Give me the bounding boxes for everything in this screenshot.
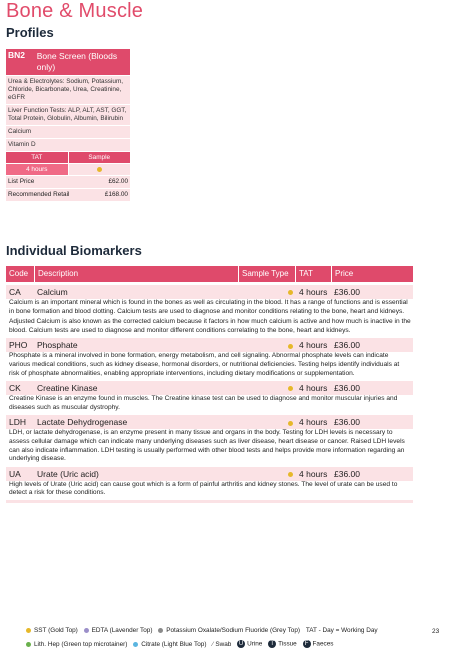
biomarker-entry	[6, 338, 413, 378]
col-code: Code	[9, 269, 29, 278]
urine-icon: U	[238, 641, 244, 647]
page-title: Bone & Muscle	[6, 0, 144, 22]
legend-item	[26, 641, 127, 648]
sst-dot-icon	[288, 421, 293, 426]
table-header	[6, 266, 413, 282]
description-paragraph: Adjusted Calcium is also known as the corrected calcium because it factors in how much calcium is active and how much is inactive in the blood. Calcium tests are used to diagnose and monitor different conditions correlating to the bone, heart and kidneys.	[9, 318, 411, 334]
description-paragraph: LDH, or lactate dehydrogenase, is an enzyme present in many tissue and organs in the body. Testing for LDH levels is necessary to assess cellular damage which can indicate many underlying diseases such as liver disease, heart disease or cancer. Raised LDH levels can also indicate inflammation. LDH testing is usually performed with other blood tests and helps provide more information regarding an underlying disease.	[9, 429, 405, 463]
col-sample-type: Sample Type	[238, 266, 295, 282]
legend-item	[303, 640, 334, 648]
biomarker-price: £36.00	[334, 287, 360, 297]
description-paragraph: Calcium is an important mineral which is found in the bones as well as circulating in the blood. It has a range of functions and is essential in bone formation and blood clotting. Calcium tests are used to diagnose and monitor conditions relating to the bone, heart and kidneys.	[9, 299, 408, 315]
legend-label: Urine	[247, 640, 263, 648]
biomarker-entry	[6, 285, 413, 335]
legend-label: Potassium Oxalate/Sodium Fluoride (Grey Top)	[166, 627, 301, 634]
table-row	[6, 381, 413, 395]
edta-dot-icon	[84, 628, 89, 633]
sample-type	[237, 338, 296, 352]
profile-group: Vitamin D	[6, 138, 130, 151]
biomarker-code: CA	[9, 287, 21, 297]
biomarker-entry	[6, 467, 413, 498]
sample-value	[68, 164, 131, 175]
sample-type	[237, 467, 296, 481]
legend-item	[133, 641, 206, 648]
biomarker-description	[6, 299, 413, 335]
retail-price-row	[6, 188, 130, 201]
biomarker-price: £36.00	[334, 417, 360, 428]
faeces-icon: F	[303, 640, 311, 648]
sst-dot-icon	[288, 290, 293, 295]
biomarker-code: UA	[9, 468, 21, 479]
legend-item	[158, 627, 300, 634]
profile-group: Liver Function Tests: ALP, ALT, AST, GGT, Total Protein, Globulin, Albumin, Bilirubin	[6, 104, 130, 125]
biomarker-name: Phosphate	[37, 340, 78, 351]
biomarker-entry	[6, 381, 413, 412]
table-row	[6, 467, 413, 481]
biomarker-name: Urate (Uric acid)	[37, 468, 99, 479]
legend-line-1	[26, 627, 382, 634]
legend-label: Swab	[215, 640, 232, 648]
tat-value-row	[6, 163, 130, 175]
biomarker-name: Lactate Dehydrogenase	[37, 417, 128, 428]
tissue-icon: T	[268, 640, 276, 648]
profile-code: BN2	[8, 50, 26, 60]
profile-card-header	[6, 49, 130, 75]
list-price-value: £62.00	[108, 178, 128, 185]
profile-name: Bone Screen (Bloods only)	[36, 51, 118, 72]
sst-dot-icon	[288, 472, 293, 477]
sst-dot-icon	[97, 167, 102, 172]
list-price-row	[6, 175, 130, 188]
biomarker-description	[6, 352, 413, 378]
legend-label: Tissue	[278, 640, 297, 648]
sst-dot-icon	[288, 386, 293, 391]
col-tat: TAT	[295, 266, 331, 282]
biomarker-name: Calcium	[37, 287, 68, 297]
biomarker-entry	[6, 415, 413, 463]
biomarker-description	[6, 481, 413, 498]
biomarker-rows	[6, 285, 413, 503]
legend-label: Faeces	[312, 640, 334, 648]
sst-dot-icon	[288, 344, 293, 349]
biomarker-table	[6, 266, 413, 503]
legend-line-2	[26, 640, 338, 648]
profile-group: Calcium	[6, 125, 130, 138]
biomarker-code: PHO	[9, 340, 28, 351]
sample-label: Sample	[68, 152, 131, 163]
table-row	[6, 338, 413, 352]
description-paragraph: Phosphate is a mineral involved in bone formation, energy metabolism, and cell signaling. Abnormal phosphate levels can indicate various medical conditions, such as kidney disease, hormonal disorders, or nutritional deficiencies. Testing helps identify individuals at risk of phosphate abnormalities, enabling appropriate interventions, including dietary modifications or supplementation.	[9, 352, 400, 377]
sample-type	[237, 285, 296, 299]
legend-item	[212, 641, 231, 648]
biomarker-code: CK	[9, 383, 21, 394]
retail-price-label: Recommended Retail	[8, 191, 70, 198]
biomarker-tat: 4 hours	[299, 340, 328, 351]
biomarker-tat: 4 hours	[299, 287, 328, 297]
profile-card	[6, 49, 130, 201]
legend-item	[237, 640, 262, 648]
biomarkers-heading: Individual Biomarkers	[6, 243, 142, 258]
biomarker-tat: 4 hours	[299, 468, 328, 479]
table-row	[6, 415, 413, 429]
legend-item	[26, 627, 78, 634]
col-price: Price	[331, 266, 402, 282]
biomarker-price: £36.00	[334, 340, 360, 351]
tat-header-row	[6, 151, 130, 163]
sample-type	[237, 381, 296, 395]
profile-group: Urea & Electrolytes: Sodium, Potassium, Chloride, Bicarbonate, Urea, Creatinine, eGFR	[6, 75, 130, 104]
retail-price-value: £168.00	[104, 191, 128, 198]
tat-note: TAT - Day = Working Day	[305, 627, 378, 634]
table-end-band	[6, 500, 413, 503]
description-paragraph: Creatine Kinase is an enzyme found in muscles. The Creatine kinase test can be used to diagnose and monitor muscular injuries and diseases such as muscular dystrophy.	[9, 395, 398, 411]
grey-top-dot-icon	[158, 628, 163, 633]
biomarker-price: £36.00	[334, 468, 360, 479]
description-paragraph: High levels of Urate (Uric acid) can cause gout which is a form of painful arthritis and kidney stones. The level of urate can be used to detect a risk for these conditions.	[9, 480, 398, 497]
profiles-heading: Profiles	[6, 25, 54, 40]
legend-label: Lith. Hep (Green top microtainer)	[34, 640, 128, 648]
biomarker-description	[6, 429, 413, 463]
legend-label: Citrate (Light Blue Top)	[141, 640, 207, 648]
col-description: Description	[34, 266, 238, 282]
biomarker-tat: 4 hours	[299, 417, 328, 428]
legend-item	[84, 627, 153, 634]
biomarker-code: LDH	[9, 417, 27, 428]
sample-type	[237, 415, 296, 429]
tat-value: 4 hours	[6, 164, 68, 175]
swab-icon: ∕	[212, 640, 214, 648]
sst-dot-icon	[26, 628, 31, 633]
list-price-label: List Price	[8, 178, 35, 185]
table-row	[6, 285, 413, 299]
biomarker-tat: 4 hours	[299, 383, 328, 394]
legend-label: EDTA (Lavender Top)	[91, 627, 153, 634]
biomarker-name: Creatine Kinase	[37, 383, 98, 394]
green-top-dot-icon	[26, 642, 31, 647]
page-number: 23	[432, 628, 440, 635]
legend-label: SST (Gold Top)	[34, 627, 78, 634]
legend-item	[268, 640, 297, 648]
biomarker-description	[6, 395, 413, 412]
biomarker-price: £36.00	[334, 383, 360, 394]
light-blue-dot-icon	[133, 642, 138, 647]
tat-label: TAT	[6, 152, 68, 163]
